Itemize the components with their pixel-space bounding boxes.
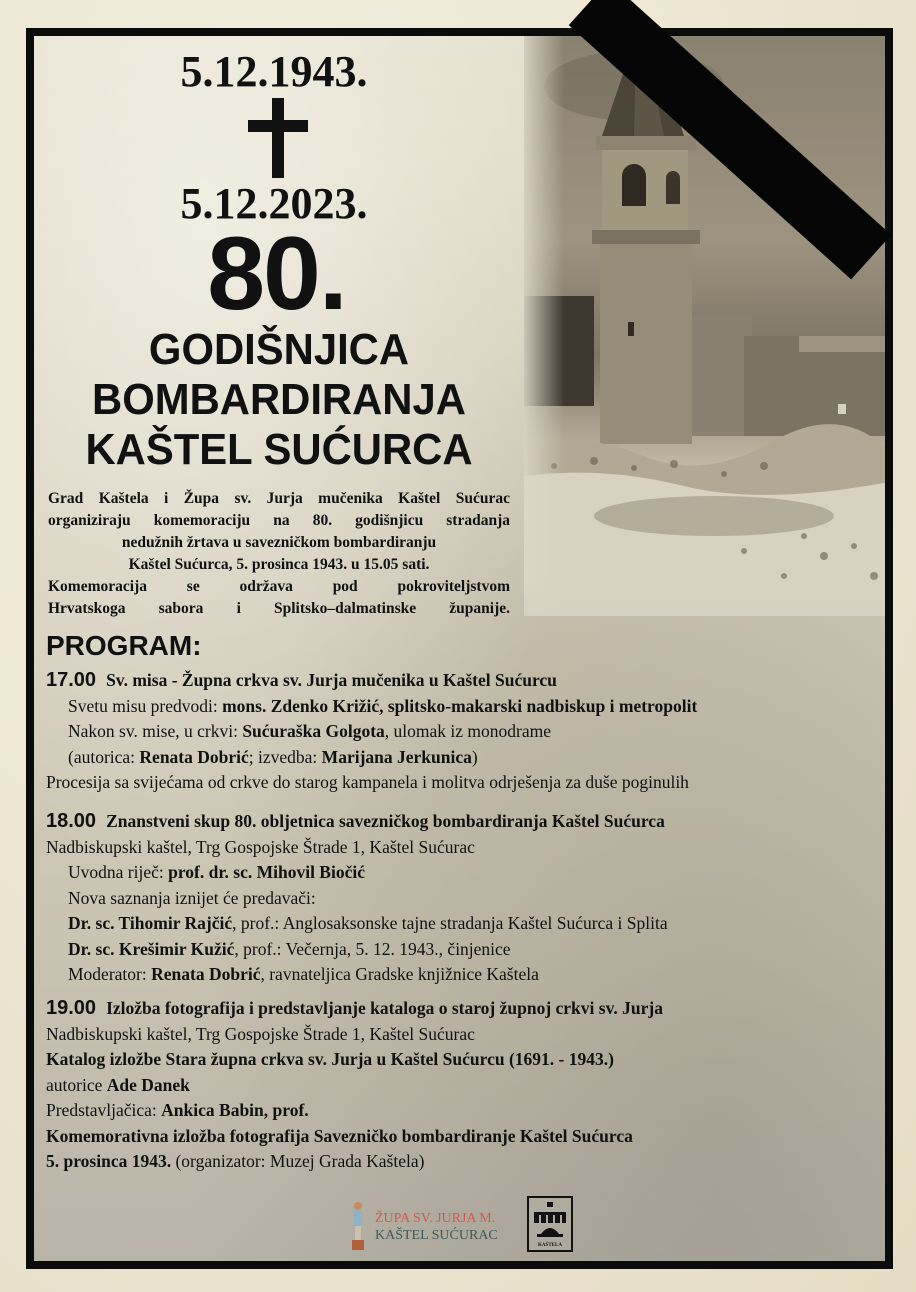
- intro-line: Kaštel Sućurca, 5. prosinca 1943. u 15.05 sati.: [128, 556, 430, 573]
- detail-text: ): [471, 746, 478, 767]
- event-title: Izložba fotografija i predstavljanje kataloga o staroj župnoj crkvi sv. Jurja: [106, 998, 663, 1018]
- intro-paragraph: [48, 488, 510, 620]
- detail-bold: Dr. sc. Krešimir Kužić: [68, 938, 235, 959]
- event-detail: [46, 719, 885, 745]
- detail-text: Svetu misu predvodi:: [68, 695, 223, 716]
- program-heading: PROGRAM:: [46, 630, 202, 661]
- title-line-1: GODIŠNJICA: [148, 325, 410, 374]
- event-detail: [46, 694, 885, 720]
- date-start: 5.12.1943.: [180, 47, 368, 96]
- program-event-1900: [46, 996, 885, 1175]
- detail-text: autorice: [46, 1074, 107, 1095]
- intro-line: Hrvatskoga sabora i Splitsko–dalmatinske županije.: [48, 600, 510, 617]
- poster-frame: [26, 28, 893, 1269]
- event-detail: [46, 1098, 885, 1124]
- detail-text: , prof.: Večernja, 5. 12. 1943., činjenice: [234, 938, 511, 959]
- event-time: 19.00: [46, 997, 97, 1019]
- event-location: Nadbiskupski kaštel, Trg Gospojske Štrade 1, Kaštel Sućurac: [46, 836, 475, 857]
- photo-fade-bottom: [524, 576, 885, 616]
- detail-text: , ravnateljica Gradske knjižnice Kaštela: [260, 964, 539, 984]
- detail-text: , ulomak iz monodrame: [384, 721, 551, 741]
- detail-bold: Ankica Babin, prof.: [161, 1100, 309, 1120]
- detail-text: (organizator: Muzej Grada Kaštela): [171, 1151, 425, 1171]
- detail-text: Nakon sv. mise, u crkvi:: [68, 721, 243, 741]
- title-line-2: BOMBARDIRANJA: [92, 375, 466, 424]
- detail-bold: Katalog izložbe Stara župna crkva sv. Jurja u Kaštel Sućurcu (1691. - 1943.): [46, 1049, 614, 1069]
- event-detail: [46, 860, 885, 886]
- photo-fade: [524, 36, 564, 616]
- program-event-1800: [46, 809, 885, 988]
- anniversary-number: 80.: [207, 216, 346, 332]
- intro-line: organiziraju komemoraciju na 80. godišnjicu stradanja: [48, 512, 510, 529]
- sponsor-logos: [349, 1196, 609, 1256]
- event-detail: [46, 745, 885, 771]
- crest-label: KAŠTELA: [538, 1243, 562, 1248]
- detail-text: ; izvedba:: [248, 746, 322, 767]
- intro-line: Grad Kaštela i Župa sv. Jurja mučenika Kaštel Sućurac: [48, 490, 510, 507]
- program-event-1700: [46, 668, 885, 796]
- event-header: [46, 996, 885, 1022]
- event-detail: [46, 1149, 885, 1175]
- kastela-crest-icon: [527, 1196, 573, 1252]
- detail-bold: Sućuraška Golgota: [242, 721, 385, 741]
- intro-line: Komemoracija se održava pod pokroviteljstvom: [48, 578, 510, 595]
- intro-line: nedužnih žrtava u savezničkom bombardiranju: [121, 534, 437, 551]
- detail-bold: Marijana Jerkunica: [321, 746, 472, 767]
- event-detail: [46, 937, 885, 963]
- detail-bold: 5. prosinca 1943.: [46, 1151, 172, 1171]
- crest-graphic: [529, 1200, 571, 1244]
- detail-text: , prof.: Anglosaksonske tajne stradanja Kaštel Sućurca i Splita: [232, 913, 668, 933]
- detail-bold: Ade Danek: [106, 1074, 190, 1095]
- event-time: 18.00: [46, 810, 97, 832]
- detail-text: Uvodna riječ:: [68, 862, 169, 882]
- event-detail: Procesija sa svijećama od crkve do starog kampanela i molitva odrješenja za duše poginulih: [46, 772, 689, 792]
- cross-icon: [248, 98, 308, 178]
- event-detail: Nova saznanja iznijet će predavači:: [68, 887, 316, 908]
- detail-bold: prof. dr. sc. Mihovil Biočić: [168, 862, 365, 882]
- detail-bold: Komemorativna izložba fotografija Savezničko bombardiranje Kaštel Sućurca: [46, 1125, 633, 1146]
- event-detail: [46, 962, 885, 988]
- date-end: 5.12.2023.: [180, 179, 368, 228]
- parish-logo-text: [375, 1210, 498, 1244]
- event-title: Sv. misa - Župna crkva sv. Jurja mučenika u Kaštel Sućurcu: [106, 670, 557, 690]
- event-detail: [46, 1124, 885, 1150]
- detail-bold: mons. Zdenko Križić, splitsko-makarski nadbiskup i metropolit: [222, 695, 698, 716]
- event-detail: [46, 1073, 885, 1099]
- event-detail: [46, 911, 885, 937]
- event-header: [46, 809, 885, 835]
- detail-text: Moderator:: [68, 964, 152, 984]
- parish-place: KAŠTEL SUĆURAC: [375, 1228, 498, 1243]
- saint-george-icon: [349, 1200, 367, 1252]
- detail-bold: Dr. sc. Tihomir Rajčić: [68, 913, 233, 933]
- detail-bold: Renata Dobrić: [139, 746, 249, 767]
- detail-bold: Renata Dobrić: [151, 964, 261, 984]
- parish-name: ŽUPA SV. JURJA M.: [375, 1211, 496, 1226]
- detail-text: Predstavljačica:: [46, 1100, 162, 1120]
- detail-text: (autorica:: [68, 746, 140, 767]
- event-detail: [46, 1047, 885, 1073]
- event-header: [46, 668, 885, 694]
- event-title: Znanstveni skup 80. obljetnica savezničkog bombardiranja Kaštel Sućurca: [106, 811, 665, 831]
- title-line-3: KAŠTEL SUĆURCA: [85, 425, 473, 474]
- poster-paper: [34, 36, 885, 1261]
- event-time: 17.00: [46, 669, 97, 691]
- event-location: Nadbiskupski kaštel, Trg Gospojske Štrade 1, Kaštel Sućurac: [46, 1023, 475, 1044]
